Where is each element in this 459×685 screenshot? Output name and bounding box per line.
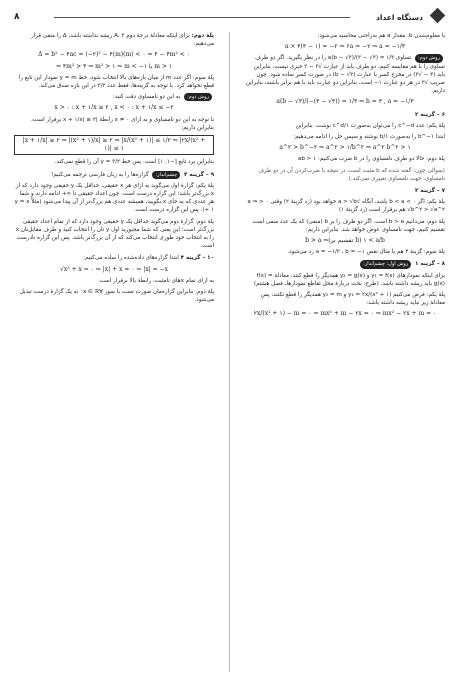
paragraph: پلهٔ یکم: فرض می‌کنیم y₁ = ۲x/(x² + ۱) و y₂ = m همدیگر را قطع نکنند، پس معادلهٔ زیر نباید ریشه داشته باشد: bbox=[260, 292, 445, 307]
page-number: ۸ bbox=[14, 12, 20, 22]
paragraph-text: به این دو نامساوی دقت کنید: bbox=[112, 94, 181, 101]
step-label: پلهٔ دوم: bbox=[191, 33, 214, 39]
paragraph: پلهٔ دوم: بنابراین گزاره‌مان صورت تست با سور ∀x ∈ ℝ⁻ به یک گزارهٔ درست تبدیل می‌شود. bbox=[19, 289, 214, 304]
paragraph: برای اینکه نمودارهای y₁ = f(x) و y₂ = g(x) همدیگر را قطع کنند، معادلهٔ f(x) = g(x) باید ریشه داشته باشد. (طرح: بحث دربارهٔ محل تقاطع نمودارها، فصل هشتم) bbox=[253, 272, 445, 287]
method-badge: روش دوم: bbox=[415, 54, 443, 62]
right-column bbox=[245, 32, 445, 672]
paragraph: پلهٔ دوم: حالا دو طرف نامساوی را در b ضرب می‌کنیم: ab > ۱ bbox=[297, 156, 445, 163]
question-heading bbox=[245, 111, 445, 119]
paragraph: به ازای تمام xهای نامثبت، رابطهٔ بالا برقرار است. bbox=[97, 277, 214, 284]
equation: a × ۳(۳ − ۱) = −۲ ⇒ ۶a = −۲ ⇒ a = −۱/۳ bbox=[284, 43, 406, 51]
header-rule bbox=[54, 17, 350, 18]
question-number: ۱۰ – گزینه ۴ bbox=[180, 255, 214, 262]
paragraph: با توجه به این دو نامساوی و به ازای x ≠ ۰ رابطهٔ |x + ۱/x| ≥ ۲ برقرار است، بنابراین داریم: bbox=[31, 116, 214, 131]
equation: ⇒ ۴m² > ۴ ⇒ m² > ۱ ⇒ m < −۱ یا m > ۱ bbox=[55, 62, 173, 70]
equation: √x² + x = ۰ ⇒ |x| + x = ۰ ⇒ |x| = −x bbox=[60, 265, 168, 273]
paragraph: با معلوم‌شدن b، مقدار a هم به‌راحتی محاسبه می‌شود: bbox=[317, 33, 445, 39]
paragraph: پلهٔ دوم: می‌دانیم b > a است. اگر دو طرف را بر b (منفی) که یک عدد منفی است تقسیم کنیم، جهت نامساوی عوض خواهد شد. بنابراین داریم: bbox=[252, 218, 445, 233]
paragraph: بنابراین برد تابع [−۱, ۱] است. پس خط y = ۳/۲ آن را قطع نمی‌کند. bbox=[54, 159, 214, 166]
paragraph: ابتدا b^−۱ را به‌صورت ۱/b نوشته و سپس حل را ادامه می‌دهیم: bbox=[293, 134, 445, 141]
paragraph bbox=[245, 54, 445, 95]
method-badge: روش اول: چشم‌انداز: bbox=[360, 260, 411, 268]
paragraph: پلهٔ یکم: گزارهٔ اول می‌گوید به ازای هر x حقیقی، حداقل یک y حقیقی وجود دارد که از x بزرگ‌تر باشد؛ این گزاره درست است. چون اعداد حقیقی تا ∞+ ادامه دارند و شما هر عددی که به جای x بگویید، همیشه عددی هم بزرگ‌تر از آن پیدا می‌شود (مثلاً y = x + ۱). پس این گزاره درست است. bbox=[14, 182, 214, 214]
question-number: ۸ – گزینه ۱ bbox=[415, 261, 445, 268]
paragraph-text: ابتدا گزاره‌های داده‌شده را ساده می‌کنیم: bbox=[83, 255, 179, 262]
paragraph bbox=[14, 32, 214, 48]
diamond-icon bbox=[430, 8, 446, 24]
note: (سوالی چون: گفته شده که b مثبت است، در نتیجه با ضرب‌کردن آن در دو طرف نامساوی، جهت نامساوی تغییری نمی‌کند.) bbox=[258, 167, 445, 182]
equation: Δ = b² − ۴ac = (−۲)² − ۴(m)(m) < ۰ ⇒ ۴ − ۴m² < ۰ bbox=[38, 51, 190, 59]
question-heading bbox=[245, 260, 445, 268]
equation: a^۲ > b^−۲ ⇒ a^۲ > ۱/b^۲ ⇒ a^۲ b^۲ > ۱ bbox=[279, 144, 411, 152]
boxed-equation bbox=[14, 135, 214, 155]
equation: a(b − √۳)/(−(۳ − √۳)) = ۱/۳ ⇒ b = ۳ , a = −۱/۳ bbox=[276, 98, 414, 106]
equation: b > a ⇒(تقسیم بر b) ۱ < a/b bbox=[305, 237, 385, 245]
paragraph-text: برای اینکه معادلهٔ درجهٔ دوم A، ۲ ریشه نداشته باشد، Δ را منفی قرار می‌دهیم: bbox=[31, 33, 214, 48]
question-number: ۶ – گزینه ۲ bbox=[415, 111, 445, 118]
paragraph: پلهٔ سوم: گزینهٔ ۴ هم با مثال نقض a = −۱/۲ ، b = −۱ رد می‌شود. bbox=[287, 249, 445, 256]
paragraph: پلهٔ سوم: اگر عدد m از میان بازه‌های بالا انتخاب شود، خط y = m نمودار این تابع را قطع نخواهد کرد. با توجه به گزینه‌ها، فقط عدد ۳/۲ در این بازه صدق می‌کند. bbox=[18, 74, 214, 90]
question-heading bbox=[14, 171, 214, 179]
paragraph-text: گزاره‌ها را به زبان فارسی ترجمه می‌کنیم! bbox=[51, 171, 149, 178]
paragraph: پلهٔ یکم: عدد c^−d را می‌توان به‌صورت ۱/c^d نوشت. بنابراین bbox=[295, 122, 445, 129]
paragraph: پلهٔ یکم: اگر b < a < ۰ باشد، آنگاه √a > √b خواهد بود (رد گزینهٔ ۲) وقتی ۰ < a ⇒ √b^۲ > √a^۲ هم برقرار است (رد گزینهٔ ۱) bbox=[247, 199, 445, 214]
question-number: ۹ – گزینه ۴ bbox=[184, 171, 214, 178]
column-divider bbox=[229, 32, 230, 672]
paragraph-text: تساوی a(b − √۳)/(۳ − √۳) = ۱/۳ را در نظر بگیرید. اگر دو طرف تساوی را با هم مقایسه کنیم، دو طرف باید از عبارت √۳ − ۳ خبری نیست، بنابراین باید (۳ − √۳) در مخرج کسر با عبارت (b − √۳) در صورت کسر ساده شود. چون ضریب √۳ در هر دو عبارت ۱− است، بنابراین دو عبارت باید با هم برابر باشند، بنابراین داریم: bbox=[245, 55, 445, 95]
paragraph: پلهٔ دوم: گزارهٔ دوم می‌گوید حداقل یک y حقیقی وجود دارد که از تمام اعداد حقیقی بزرگ‌تر است؛ این یعنی که شما مجبورید اول y تان را انتخاب کنید و طرف مقابل‌تان x را به انتخاب خود طوری انتخاب می‌کند که از آن بزرگ‌تر باشد. پس این گزاره نادرست است. bbox=[15, 218, 214, 250]
equation: ۲x/(x² + ۱) − m = ۰ ⇒ mx² + m − ۲x = ۰ ⇒ mx² − ۲x + m = ۰ bbox=[253, 310, 437, 318]
question-heading bbox=[14, 254, 214, 262]
method-badge: روش دوم: bbox=[184, 93, 212, 101]
equation-box: |x + ۱/x| ≥ ۲ ⇒ |(x² + ۱)/x| ≥ ۲ ⇒ |x/(x² + ۱)| ≤ ۱/۲ ⇒ |۲x/(x² + ۱)| ≤ ۱ bbox=[14, 135, 214, 155]
page-header bbox=[14, 10, 445, 30]
left-column bbox=[14, 32, 214, 672]
method-badge: چشم‌انداز: bbox=[152, 171, 180, 179]
question-heading bbox=[245, 187, 445, 195]
question-number: ۷ – گزینه ۳ bbox=[415, 188, 445, 195]
paragraph bbox=[14, 93, 214, 101]
chapter-title: دستگاه اعداد bbox=[376, 13, 423, 22]
equation: x > ۰ : x + ۱/x ≥ ۲ , x < ۰ : x + ۱/x ≤ −۲ bbox=[54, 104, 174, 112]
